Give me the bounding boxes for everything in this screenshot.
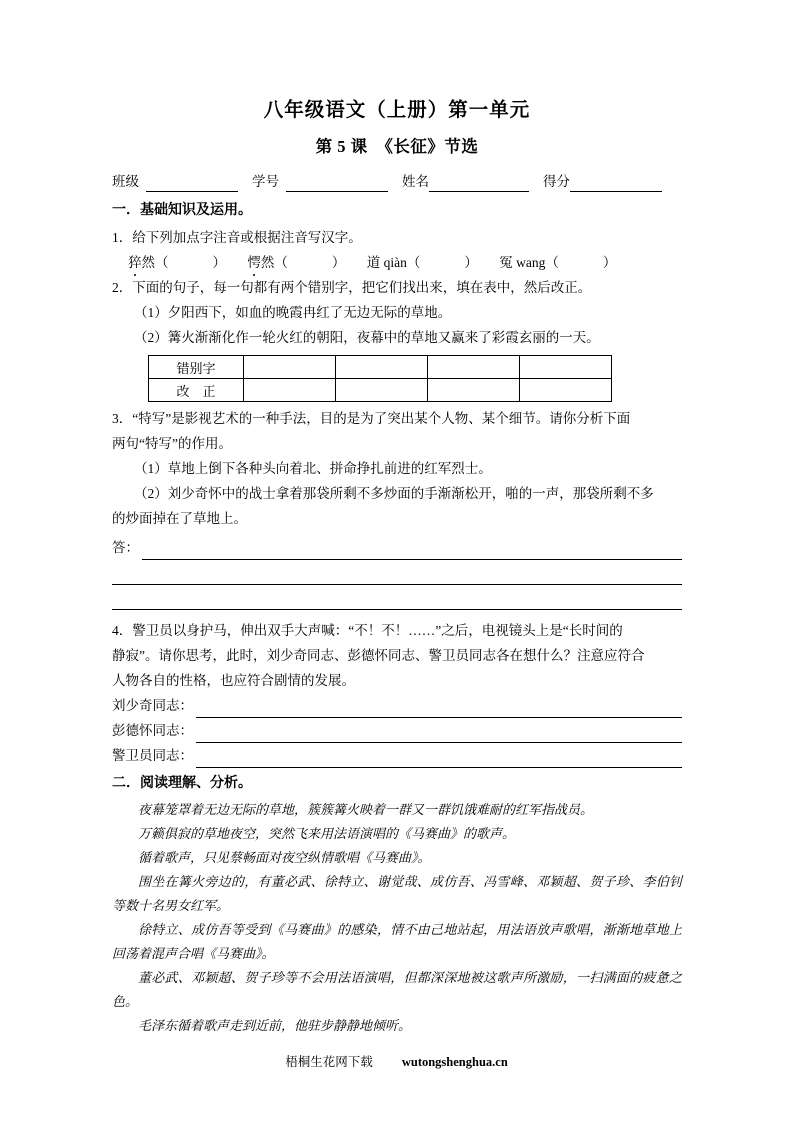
student-id-input-blank[interactable] bbox=[286, 177, 388, 192]
answer-label-liushaoqi: 刘少奇同志： bbox=[112, 698, 193, 713]
question-3-text-line-1: 3．“特写”是影视艺术的一种手法，目的是为了突出某个人物、某个细节。请你分析下面 bbox=[112, 411, 631, 426]
student-identity-row bbox=[112, 172, 682, 192]
question-4-answer-row-pengdehuai bbox=[112, 718, 682, 743]
passage-paragraph: 夜幕笼罩着无边无际的草地，簇簇篝火映着一群又一群饥饿难耐的红军指战员。 bbox=[138, 802, 594, 817]
question-4-answer-row-liushaoqi bbox=[112, 693, 682, 718]
page-subtitle: 第 5 课 《长征》节选 bbox=[315, 137, 479, 156]
pinyin-item-2-close: ） bbox=[331, 255, 346, 270]
error-correction-table-wrapper bbox=[148, 355, 682, 402]
name-input-blank[interactable] bbox=[429, 177, 529, 192]
table-cell-empty[interactable] bbox=[244, 356, 336, 379]
passage-paragraph: 循着歌声，只见蔡畅面对夜空纵情歌唱《马赛曲》。 bbox=[138, 850, 431, 865]
question-4-answer-blank-liushaoqi[interactable] bbox=[196, 702, 682, 718]
passage-paragraph: 董必武、邓颖超、贺子珍等不会用法语演唱，但都深深地被这歌声所激励，一扫满面的疲惫之色。 bbox=[112, 970, 682, 1009]
page-title: 八年级语文（上册）第一单元 bbox=[263, 100, 531, 121]
question-3-sub-2-line-1: （2）刘少奇怀中的战士拿着那袋所剩不多炒面的手渐渐松开，啪的一声，那袋所剩不多 bbox=[134, 486, 654, 501]
table-row bbox=[149, 356, 612, 379]
pinyin-item-1-close: ） bbox=[212, 255, 226, 270]
table-cell-empty[interactable] bbox=[336, 356, 428, 379]
pinyin-item-1 bbox=[128, 250, 226, 275]
question-3-sub-1: （1）草地上倒下各种头向着北、拼命挣扎前进的红军烈士。 bbox=[134, 461, 492, 476]
passage-paragraph: 围坐在篝火旁边的，有董必武、徐特立、谢觉哉、成仿吾、冯雪峰、邓颖超、贺子珍、李伯钊等数十名男女红军。 bbox=[112, 874, 682, 913]
table-row-header-correction: 改 正 bbox=[149, 379, 244, 402]
footer-site-url: wutongshenghua.cn bbox=[401, 1055, 508, 1069]
table-cell-empty[interactable] bbox=[336, 379, 428, 402]
table-cell-empty[interactable] bbox=[428, 379, 520, 402]
table-row-header-wrong-chars: 错别字 bbox=[149, 356, 244, 379]
answer-label-guard: 警卫员同志： bbox=[112, 748, 193, 763]
error-correction-table bbox=[148, 355, 612, 402]
name-label: 姓名 bbox=[402, 174, 429, 189]
question-1-blanks-row bbox=[112, 250, 682, 275]
table-cell-empty[interactable] bbox=[520, 356, 612, 379]
pinyin-item-4-close: ） bbox=[602, 255, 617, 270]
score-input-blank[interactable] bbox=[570, 177, 662, 192]
question-3-answer-blank-2[interactable] bbox=[112, 560, 682, 585]
question-2-text: 2．下面的句子，每一句都有两个错别字，把它们找出来，填在表中，然后改正。 bbox=[112, 280, 592, 295]
question-3-answer-row bbox=[112, 535, 682, 560]
pinyin-item-3 bbox=[367, 250, 478, 275]
document-content bbox=[112, 96, 682, 1038]
pinyin-item-2-rest: 然（ bbox=[260, 255, 288, 270]
question-4-answer-row-guard bbox=[112, 743, 682, 768]
table-cell-empty[interactable] bbox=[520, 379, 612, 402]
passage-paragraph: 徐特立、成仿吾等受到《马赛曲》的感染，情不由己地站起，用法语放声歌唱，渐渐地草地上回荡着混声合唱《马赛曲》。 bbox=[112, 922, 682, 961]
answer-label: 答： bbox=[112, 540, 139, 555]
table-row bbox=[149, 379, 612, 402]
student-id-label: 学号 bbox=[252, 174, 279, 189]
table-cell-empty[interactable] bbox=[244, 379, 336, 402]
question-4-text-line-3: 人物各自的性格，也应符合剧情的发展。 bbox=[112, 673, 355, 688]
class-input-blank[interactable] bbox=[146, 177, 238, 192]
footer-site-name: 梧桐生花网下载 bbox=[285, 1055, 373, 1069]
question-3-sub-2-line-2: 的炒面掉在了草地上。 bbox=[112, 511, 247, 526]
question-2-sub-1: （1）夕阳西下，如血的晚霞冉红了无边无际的草地。 bbox=[134, 305, 452, 320]
section-two-heading: 二．阅读理解、分析。 bbox=[112, 776, 252, 791]
question-2-sub-2: （2）篝火渐渐化作一轮火红的朝阳，夜幕中的草地又赢来了彩霞玄丽的一天。 bbox=[134, 330, 600, 345]
passage-paragraph: 毛泽东循着歌声走到近前，他驻步静静地倾听。 bbox=[138, 1018, 412, 1033]
pinyin-item-3-rest: 道 qiàn（ bbox=[366, 255, 421, 270]
dotted-char-cu: 猝 bbox=[128, 250, 142, 275]
question-3-text-line-2: 两句“特写”的作用。 bbox=[112, 436, 232, 451]
question-1-text: 1．给下列加点字注音或根据注音写汉字。 bbox=[112, 230, 362, 245]
pinyin-item-3-close: ） bbox=[464, 255, 478, 270]
passage-paragraph: 万籁俱寂的草地夜空，突然飞来用法语演唱的《马赛曲》的歌声。 bbox=[138, 826, 516, 841]
dotted-char-e: 愕 bbox=[247, 250, 261, 275]
question-4-text-line-2: 静寂”。请你思考，此时，刘少奇同志、彭德怀同志、警卫员同志各在想什么？注意应符合 bbox=[112, 648, 645, 663]
question-4-text-line-1: 4．警卫员以身护马，伸出双手大声喊：“不！不！……”之后，电视镜头上是“长时间的 bbox=[112, 623, 623, 638]
answer-label-pengdehuai: 彭德怀同志： bbox=[112, 723, 193, 738]
question-3-answer-blank-1[interactable] bbox=[142, 544, 682, 560]
class-label: 班级 bbox=[112, 174, 139, 189]
pinyin-item-2 bbox=[247, 250, 345, 275]
pinyin-item-4-rest: 冤 wang（ bbox=[499, 255, 559, 270]
question-4-answer-blank-guard[interactable] bbox=[196, 752, 682, 768]
question-4-answer-blank-pengdehuai[interactable] bbox=[196, 727, 682, 743]
pinyin-item-4 bbox=[499, 250, 616, 275]
page-footer bbox=[0, 1052, 793, 1070]
pinyin-item-1-rest: 然（ bbox=[141, 255, 169, 270]
score-label: 得分 bbox=[543, 174, 570, 189]
table-cell-empty[interactable] bbox=[428, 356, 520, 379]
section-one-heading: 一．基础知识及运用。 bbox=[112, 203, 252, 218]
question-3-answer-blank-3[interactable] bbox=[112, 585, 682, 610]
